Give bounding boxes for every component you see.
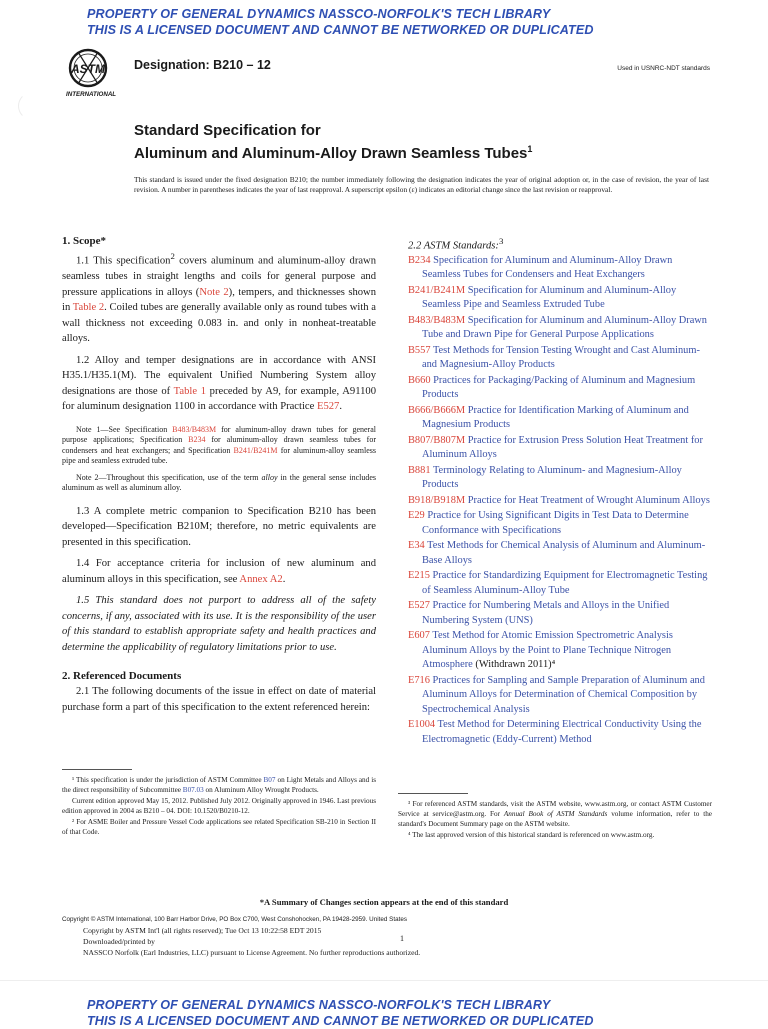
footnote-3-italic: Annual Book of ASTM Standards: [503, 810, 608, 818]
note-2-text: Note 2—Throughout this specification, use of the term: [76, 472, 262, 482]
scope-1-4-text: 1.4 For acceptance criteria for inclusion of new aluminum and aluminum alloys in this specification, see: [62, 558, 376, 585]
referenced-standard-item[interactable]: [408, 718, 712, 747]
document-title: [134, 121, 674, 163]
link-b483[interactable]: B483/B483M: [172, 424, 217, 434]
link-b234[interactable]: B234: [188, 435, 206, 445]
scope-1-2: [62, 353, 376, 415]
issuance-note: This standard is issued under the fixed designation B210; the number immediately following the designation indicates the year of original adoption or, in the case of revision, the year of last revision. A number in parentheses indicates the year of last reapproval. A superscript epsilon (ε) indicates an editorial change since the last revision or reapproval.: [134, 175, 709, 194]
punch-hole-mark: [18, 92, 46, 120]
left-column: [62, 234, 376, 715]
standard-title: Practice for Extrusion Press Solution Heat Treatment for Aluminum Alloys: [422, 434, 703, 461]
scope-1-5: 1.5 This standard does not purport to address all of the safety concerns, if any, associated with its use. It is the responsibility of the user of this standard to establish appropriate safety and health practices and determine the applicability of regulatory limitations prior to use.: [62, 595, 376, 653]
footnote-1: [62, 775, 376, 795]
link-table-2[interactable]: Table 2: [72, 302, 105, 314]
footnote-1-approval: Current edition approved May 15, 2012. Published July 2012. Originally approved in 1946. Last previous edition approved in 2004 as B210 – 04. DOI: 10.1520/B0210-12.: [62, 797, 376, 815]
footnote-2: ² For ASME Boiler and Pressure Vessel Code applications see related Specification SB-210 in Section II of that Code.: [62, 818, 376, 836]
standard-code-link[interactable]: B557: [408, 344, 431, 356]
referenced-standard-item[interactable]: [408, 509, 712, 538]
link-table-1[interactable]: Table 1: [173, 385, 206, 397]
astm-standards-heading-text: 2.2 ASTM Standards:: [408, 240, 499, 252]
standard-code-link[interactable]: E215: [408, 570, 430, 582]
link-e527[interactable]: E527: [316, 401, 340, 413]
standard-title: Practice for Numbering Metals and Alloys in the Unified Numbering System (UNS): [422, 600, 670, 626]
referenced-standard-item[interactable]: [408, 284, 712, 313]
standard-code-link[interactable]: E34: [408, 540, 425, 552]
referenced-standard-item[interactable]: [408, 254, 712, 283]
astm-logo: [64, 46, 128, 100]
note-2-italic: alloy: [261, 472, 278, 482]
referenced-standard-item[interactable]: [408, 494, 712, 509]
note-2: [62, 473, 376, 494]
standard-title: Practice for Standardizing Equipment for Electromagnetic Testing of Seamless Aluminum-Alloy Tube: [422, 570, 708, 596]
standard-code-link[interactable]: B918/B918M: [408, 494, 466, 506]
standard-title: Practices for Packaging/Packing of Aluminum and Magnesium Products: [422, 374, 696, 401]
link-note-2[interactable]: Note 2: [199, 286, 229, 298]
standard-title: Specification for Aluminum and Aluminum-Alloy Drawn Seamless Tubes for Condensers and Heat Exchangers: [422, 254, 673, 281]
standard-title: Test Method for Determining Electrical Conductivity Using the Electromagnetic (Eddy-Current) Method: [422, 719, 702, 745]
scope-1-1-text: covers aluminum and aluminum-alloy drawn seamless tubes in straight lengths and coils for general purpose and pressure applications in alloys (: [62, 255, 376, 298]
note-1-text: Note 1—See Specification: [76, 424, 173, 434]
printed-by-line-2: Downloaded/printed by: [83, 937, 155, 947]
scope-1-3: 1.3 A complete metric companion to Specification B210 has been developed—Specification B210M; therefore, no metric equivalents are presented in this specification.: [62, 505, 376, 548]
footnotes-left: [62, 775, 376, 838]
logo-mark-text: ASTM: [71, 62, 105, 76]
standard-title: Practice for Identification Marking of Aluminum and Magnesium Products: [422, 404, 689, 431]
referenced-standard-item[interactable]: [408, 374, 712, 403]
referenced-standard-item[interactable]: [408, 539, 712, 568]
standard-code-link[interactable]: E527: [408, 600, 430, 612]
footnote-3-text: ³ For referenced ASTM standards, visit the ASTM website, www.astm.org, or contact ASTM Customer Service at service@astm.org. For: [398, 800, 712, 818]
standard-code-link[interactable]: B660: [408, 374, 431, 386]
standard-code-link[interactable]: B234: [408, 254, 431, 266]
watermark-line-2: THIS IS A LICENSED DOCUMENT AND CANNOT BE NETWORKED OR DUPLICATED: [87, 23, 594, 37]
standard-code-link[interactable]: B483/B483M: [408, 314, 466, 326]
scope-1-2-text: .: [339, 401, 342, 413]
link-annex-a2[interactable]: Annex A2: [239, 573, 283, 585]
standard-title: Practices for Sampling and Sample Preparation of Aluminum and Aluminum Alloys for Determination of Chemical Composition by Spectrochemical Analysis: [422, 674, 705, 715]
standard-title: Practice for Heat Treatment of Wrought Aluminum Alloys: [465, 494, 710, 506]
note-1-text: for aluminum-alloy drawn seamless tubes for condensers and heat exchangers; and Specification: [62, 435, 376, 455]
footnote-4: ⁴ The last approved version of this historical standard is referenced on www.astm.org.: [408, 831, 655, 839]
standard-status: (Withdrawn 2011)⁴: [472, 659, 556, 671]
standard-title: Test Methods for Tension Testing Wrought and Cast Aluminum- and Magnesium-Alloy Products: [422, 344, 700, 371]
footnote-rule-right: [398, 793, 468, 794]
standard-code-link[interactable]: E1004: [408, 719, 436, 731]
footnote-ref[interactable]: 2: [170, 251, 175, 261]
referenced-standard-item[interactable]: [408, 344, 712, 373]
footnote-1-text: on Aluminum Alloy Wrought Products.: [203, 786, 319, 794]
scope-1-2-text: preceded by A9, for example, A91100 for aluminum designation 1100 in accordance with Practice: [62, 385, 376, 413]
scope-1-4: [62, 556, 376, 587]
referenced-documents-heading: 2. Referenced Documents: [62, 670, 182, 683]
standard-title: Specification for Aluminum and Aluminum-Alloy Seamless Pipe and Seamless Extruded Tube: [422, 284, 677, 311]
page-number: 1: [400, 934, 404, 943]
standard-code-link[interactable]: E607: [408, 630, 430, 642]
referenced-standard-item[interactable]: [408, 569, 712, 598]
summary-note: *A Summary of Changes section appears at the end of this standard: [259, 897, 509, 907]
footnote-3: [398, 799, 712, 829]
printed-by-block: [83, 925, 523, 959]
standard-code-link[interactable]: B241/B241M: [408, 284, 466, 296]
standard-title: Terminology Relating to Aluminum- and Magnesium-Alloy Products: [422, 464, 682, 491]
watermark-line-1: PROPERTY OF GENERAL DYNAMICS NASSCO-NORFOLK'S TECH LIBRARY: [87, 998, 551, 1012]
standard-code-link[interactable]: E716: [408, 674, 430, 686]
link-b241[interactable]: B241/B241M: [233, 445, 278, 455]
referenced-standard-item[interactable]: [408, 434, 712, 463]
footnotes-right: [398, 799, 712, 841]
footnote-rule-left: [62, 769, 132, 770]
page-separator: [0, 980, 768, 981]
referenced-2-1: 2.1 The following documents of the issue in effect on date of material purchase form a part of this specification to the extent referenced herein:: [62, 686, 376, 713]
standard-code-link[interactable]: B807/B807M: [408, 434, 466, 446]
referenced-standard-item[interactable]: [408, 404, 712, 433]
astm-standards-heading: [408, 234, 712, 254]
referenced-standard-item[interactable]: [408, 464, 712, 493]
note-1-text: for aluminum-alloy drawn tubes for general purpose applications; Specification: [62, 424, 376, 445]
standard-code-link[interactable]: B666/B666M: [408, 404, 466, 416]
footnote-ref[interactable]: 3: [498, 236, 504, 246]
standard-code-link[interactable]: E29: [408, 510, 425, 522]
scope-1-4-text: .: [282, 573, 286, 585]
referenced-standard-item[interactable]: [408, 314, 712, 343]
note-2-text: in the general sense includes aluminum as well as aluminum alloy.: [62, 472, 377, 493]
footnote-1-text: ¹ This specification is under the jurisdiction of ASTM Committee: [72, 776, 264, 784]
footnote-1-text: on Light Metals and Alloys and is the direct responsibility of Subcommittee: [62, 776, 377, 794]
watermark-line-2: THIS IS A LICENSED DOCUMENT AND CANNOT BE NETWORKED OR DUPLICATED: [87, 1014, 594, 1028]
printed-by-line-3: NASSCO Norfolk (Earl Industries, LLC) pursuant to License Agreement. No further reproductions authorized.: [83, 948, 421, 958]
referenced-standard-item[interactable]: [408, 629, 712, 673]
scope-1-1-text: ), tempers, and thicknesses shown in: [62, 286, 377, 314]
link-b07-03[interactable]: B07.03: [182, 786, 204, 794]
standard-code-link[interactable]: B881: [408, 464, 431, 476]
designation: Designation: B210 – 12: [134, 58, 271, 72]
referenced-standards-list: [408, 254, 712, 748]
note-1-text: for aluminum-alloy seamless pipe and seamless extruded tube.: [62, 445, 376, 466]
referenced-standard-item[interactable]: [408, 674, 712, 718]
printed-by-line-1: Copyright by ASTM Int'l (all rights reserved); Tue Oct 13 10:22:58 EDT 2015: [83, 926, 322, 935]
watermark-bottom: [87, 997, 594, 1029]
scope-1-2-text: 1.2 Alloy and temper designations are in accordance with ANSI H35.1/H35.1(M). The equivalent Unified Numbering System alloy designations are those of: [62, 354, 376, 397]
title-main: Aluminum and Aluminum-Alloy Drawn Seamless Tubes: [134, 145, 528, 162]
title-footnote-mark: 1: [527, 144, 533, 154]
note-1: [62, 425, 376, 467]
scope-1-1-text: 1.1 This specification: [76, 255, 171, 267]
title-line-1: Standard Specification for: [134, 122, 321, 139]
scope-1-1: [62, 249, 376, 347]
scope-1-1-text: . Coiled tubes are generally available only as round tubes with a wall thickness not exceeding 0.083 in. and only in nonheat-treatable alloys.: [62, 302, 377, 345]
standard-title: Practice for Using Significant Digits in Test Data to Determine Conformance with Specifications: [422, 510, 689, 536]
astm-logo-icon: [64, 46, 128, 100]
footnote-3-text: volume information, refer to the standard's Document Summary page on the ASTM website.: [398, 810, 712, 828]
standard-title: Test Methods for Chemical Analysis of Aluminum and Aluminum-Base Alloys: [422, 540, 706, 566]
watermark-line-1: PROPERTY OF GENERAL DYNAMICS NASSCO-NORFOLK'S TECH LIBRARY: [87, 7, 551, 21]
watermark-top: [87, 6, 594, 38]
referenced-standard-item[interactable]: [408, 599, 712, 628]
standard-title: Test Method for Atomic Emission Spectrometric Analysis Aluminum Alloys by the Point to Plane Technique Nitrogen Atmosphere: [422, 630, 673, 671]
title-line-2: [134, 140, 674, 163]
copyright-line: Copyright © ASTM International, 100 Barr Harbor Drive, PO Box C700, West Conshohocken, PA 19428-2959. United States: [62, 916, 407, 923]
right-column: [408, 234, 712, 748]
logo-subtitle-text: INTERNATIONAL: [66, 91, 117, 98]
scope-heading: 1. Scope*: [62, 235, 106, 247]
link-b07[interactable]: B07: [263, 776, 276, 784]
standard-title: Specification for Aluminum and Aluminum-Alloy Drawn Tube and Drawn Pipe for General Purpose Applications: [422, 314, 708, 341]
used-in-note: Used in USNRC-NDT standards: [617, 65, 710, 72]
